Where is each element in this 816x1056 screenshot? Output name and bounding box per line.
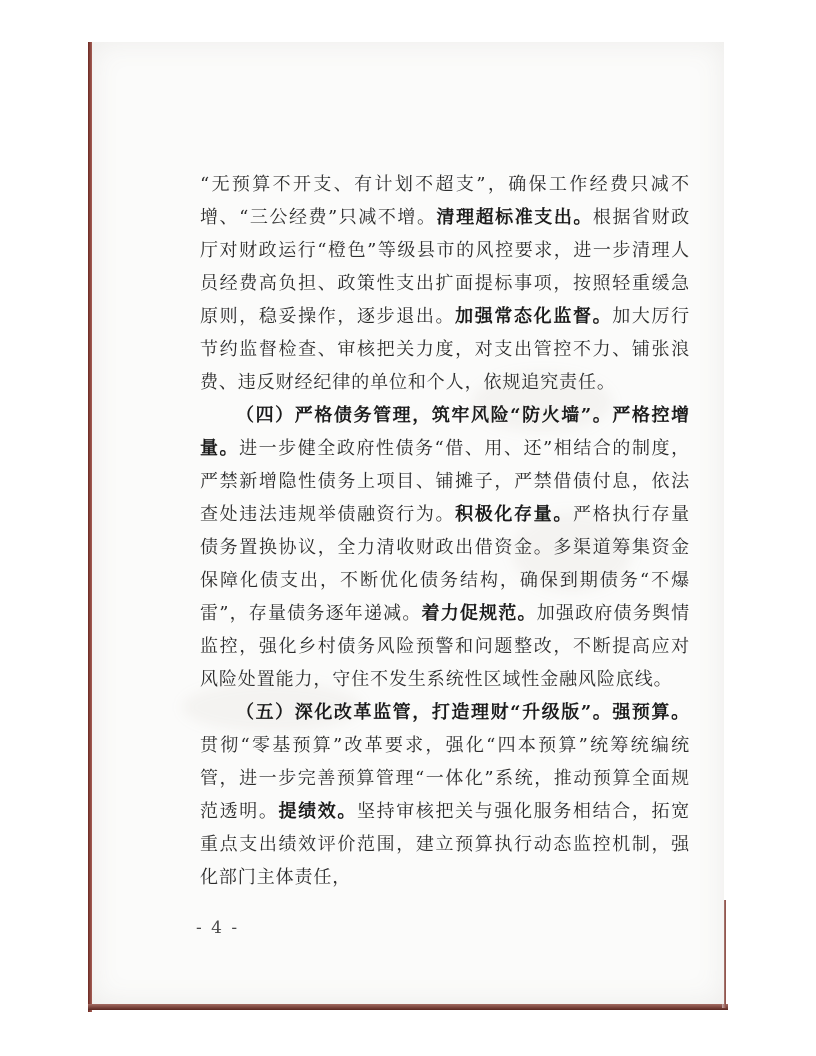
text-run: 根据省财政厅对财政运行“橙色”等级县市的风控要求，进一步清理人员经费高负担、政策性支出扩面提标事项，按照轻重缓急原则，稳妥操作，逐步退出。 <box>200 207 691 327</box>
paragraph-spending-control <box>200 168 690 399</box>
paragraph-debt-management <box>200 399 690 696</box>
bold-heading-run: 着力促规范。 <box>421 603 537 624</box>
text-run: 加强政府债务舆情监控，强化乡村债务风险预警和问题整改，不断提高应对风险处置能力，守住不发生系统性区域性金融风险底线。 <box>200 603 690 690</box>
scan-border-bottom <box>88 1004 728 1010</box>
bold-heading-run: （四）严格债务管理，筑牢风险“防火墙”。严格控增量。 <box>200 405 690 459</box>
text-run: 坚持审核把关与强化服务相结合，拓宽重点支出绩效评价范围，建立预算执行动态监控机制，强化部门主体责任， <box>200 801 690 888</box>
bold-heading-run: （五）深化改革监管，打造理财“升级版”。强预算。 <box>236 702 690 723</box>
text-run: “无预算不开支、有计划不超支”，确保工作经费只减不增、“三公经费”只减不增。 <box>200 174 690 228</box>
bold-heading-run: 加强常态化监督。 <box>455 306 613 327</box>
paragraph-reform-supervision <box>200 696 690 894</box>
page-number: - 4 - <box>196 918 240 938</box>
bold-heading-run: 积极化存量。 <box>455 504 573 525</box>
text-run: 贯彻“零基预算”改革要求，强化“四本预算”统筹统编统管，进一步完善预算管理“一体化”系统，推动预算全面规范透明。 <box>200 735 690 822</box>
text-run: 加大厉行节约监督检查、审核把关力度，对支出管控不力、铺张浪费、违反财经纪律的单位和个人，依规追究责任。 <box>200 306 690 393</box>
text-run: 严格执行存量债务置换协议，全力清收财政出借资金。多渠道筹集资金保障化债支出，不断优化债务结构，确保到期债务“不爆雷”，存量债务逐年递减。 <box>200 504 690 624</box>
text-run: 进一步健全政府性债务“借、用、还”相结合的制度，严禁新增隐性债务上项目、铺摊子，严禁借债付息，依法查处违法违规举债融资行为。 <box>200 438 690 525</box>
document-body <box>200 168 690 894</box>
bold-heading-run: 提绩效。 <box>278 801 358 822</box>
bold-heading-run: 清理超标准支出。 <box>436 207 593 228</box>
